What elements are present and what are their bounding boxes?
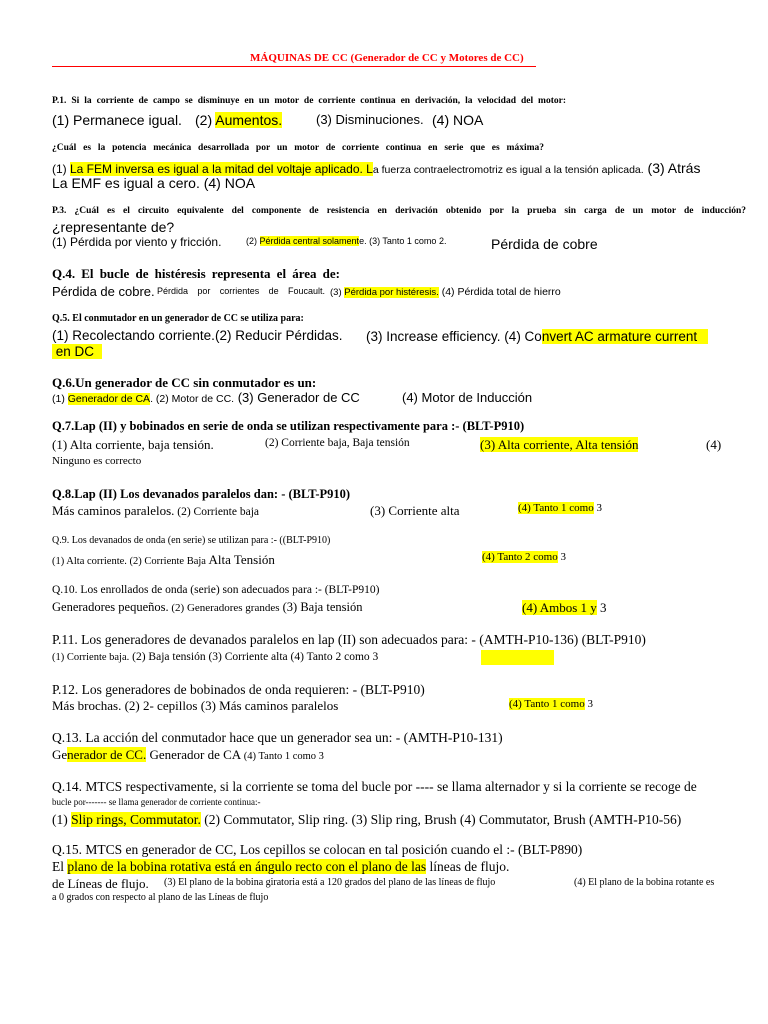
- q10-answer-4: (4) Ambos 1 y 3: [522, 600, 607, 615]
- q1-answer-1: (1) Permanece igual.: [52, 112, 182, 128]
- q1-question: P.1. Si la corriente de campo se disminuye en un motor de corriente continua en derivación, la velocidad del motor:: [52, 96, 566, 106]
- q2-answers: (1) La FEM inversa es igual a la mitad del voltaje aplicado. La fuerza contraelectromotriz es igual a la tensión aplicada. (3) Atrás: [52, 160, 701, 176]
- q5-answer-1: (1) Recolectando corriente.: [52, 328, 215, 343]
- q1-answer-3: (3) Disminuciones.: [316, 112, 424, 127]
- q3-answer-4: Pérdida de cobre: [491, 236, 598, 252]
- q15-answer-3: (3) El plano de la bobina giratoria está a 120 grados del plano de las líneas de flujo: [164, 877, 496, 888]
- q10-answers-1-3: Generadores pequeños. (2) Generadores grandes (3) Baja tensión: [52, 600, 363, 614]
- q15-line-3: a 0 grados con respecto al plano de las Líneas de flujo: [52, 892, 269, 903]
- q12-answers-1-3: Más brochas. (2) 2- cepillos (3) Más caminos paralelos: [52, 698, 339, 713]
- q5-answer-2: (2) Reducir Pérdidas.: [215, 328, 343, 343]
- q2-question: ¿Cuál es la potencia mecánica desarrollada por un motor de corriente continua en serie que es máxima?: [52, 143, 544, 153]
- title-underline: [52, 66, 536, 67]
- q4-answer-1: Pérdida de cobre.: [52, 284, 155, 299]
- q5-question: Q.5. El conmutador en un generador de CC se utiliza para:: [52, 313, 304, 324]
- q9-answer-4: (4) Tanto 2 como 3: [482, 551, 566, 563]
- q8-answers-1-2: Más caminos paralelos. (2) Corriente baja: [52, 503, 260, 518]
- q3-answer-1: (1) Pérdida por viento y fricción.: [52, 235, 222, 249]
- q5-answer-4-line-2: en DC: [52, 344, 102, 359]
- q12-answer-4: (4) Tanto 1 como 3: [509, 698, 593, 710]
- q8-question: Q.8.Lap (II) Los devanados paralelos dan: - (BLT-P910): [52, 487, 351, 501]
- q13-question: Q.13. La acción del conmutador hace que un generador sea un: - (AMTH-P10-131): [52, 730, 503, 745]
- q10-question: Q.10. Los enrollados de onda (serie) son adecuados para :- (BLT-P910): [52, 584, 380, 596]
- page-title: MÁQUINAS DE CC (Generador de CC y Motores de CC): [250, 52, 524, 64]
- q1-answer-4: (4) NOA: [432, 112, 484, 128]
- q6-answers-1-2: (1) Generador de CA. (2) Motor de CC. (3) Generador de CC: [52, 390, 360, 405]
- q1-answer-2: (2) Aumentos.: [195, 112, 283, 128]
- q15-answer-2: de Líneas de flujo.: [52, 876, 149, 891]
- q15-answer-4: (4) El plano de la bobina rotante es: [574, 877, 715, 888]
- q4-answer-3-4: (3) Pérdida por histéresis. (4) Pérdida total de hierro: [330, 286, 561, 298]
- q7-question: Q.7.Lap (II) y bobinados en serie de onda se utilizan respectivamente para :- (BLT-P910): [52, 419, 525, 433]
- q15-question: Q.15. MTCS en generador de CC, Los cepillos se colocan en tal posición cuando el :- (BLT-P890): [52, 842, 583, 857]
- q8-answer-4: (4) Tanto 1 como 3: [518, 502, 602, 514]
- q12-question: P.12. Los generadores de bobinados de onda requieren: - (BLT-P910): [52, 682, 425, 697]
- q4-answer-2: Pérdida por corrientes de Foucault.: [157, 286, 325, 296]
- q3-line-2: ¿representante de?: [52, 219, 175, 235]
- q14-line-2: bucle por------- se llama generador de corriente continua:-: [52, 797, 261, 807]
- q8-answer-3: (3) Corriente alta: [370, 503, 460, 518]
- q7-answer-2: (2) Corriente baja, Baja tensión: [265, 437, 410, 449]
- q13-answers: Generador de CC. Generador de CA (4) Tanto 1 como 3: [52, 747, 324, 762]
- q6-question: Q.6.Un generador de CC sin conmutador es un:: [52, 375, 317, 390]
- q6-answer-4: (4) Motor de Inducción: [402, 390, 533, 405]
- q2-line-2: La EMF es igual a cero. (4) NOA: [52, 175, 256, 191]
- q9-question: Q.9. Los devanados de onda (en serie) se utilizan para :- ((BLT-P910): [52, 535, 331, 546]
- q7-line-2: Ninguno es correcto: [52, 455, 142, 467]
- q7-answer-4: (4): [706, 437, 722, 452]
- q7-answer-3: (3) Alta corriente, Alta tensión: [480, 437, 639, 452]
- q3-question: P.3. ¿Cuál es el circuito equivalente del componente de resistencia en derivación obtenido por la prueba sin carga de un motor de inducción?: [52, 206, 746, 216]
- q4-question: Q.4. El bucle de histéresis representa el área de:: [52, 266, 340, 281]
- q5-answer-3-4: (3) Increase efficiency. (4) Convert AC armature current: [366, 329, 708, 344]
- q7-answer-1: (1) Alta corriente, baja tensión.: [52, 437, 214, 452]
- q11-question: P.11. Los generadores de devanados paralelos en lap (II) son adecuados para: - (AMTH-P10-136) (BLT-P910): [52, 632, 646, 647]
- q14-question: Q.14. MTCS respectivamente, si la corriente se toma del bucle por ---- se llama alternador y si la corriente se recoge de: [52, 779, 697, 794]
- q11-highlight-mark: [481, 650, 554, 665]
- q11-answers: (1) Corriente baja. (2) Baja tensión (3) Corriente alta (4) Tanto 2 como 3: [52, 651, 379, 663]
- q15-answer-1: El plano de la bobina rotativa está en ángulo recto con el plano de las líneas de flujo.: [52, 859, 510, 874]
- q3-answer-2: (2) Pérdida central solamente. (3) Tanto 1 como 2.: [246, 236, 447, 246]
- q9-answers-1-2: (1) Alta corriente. (2) Corriente Baja Alta Tensión: [52, 552, 275, 567]
- q14-answers: (1) Slip rings, Commutator. (2) Commutator, Slip ring. (3) Slip ring, Brush (4) Commutator, Brush (AMTH-P10-56): [52, 812, 682, 827]
